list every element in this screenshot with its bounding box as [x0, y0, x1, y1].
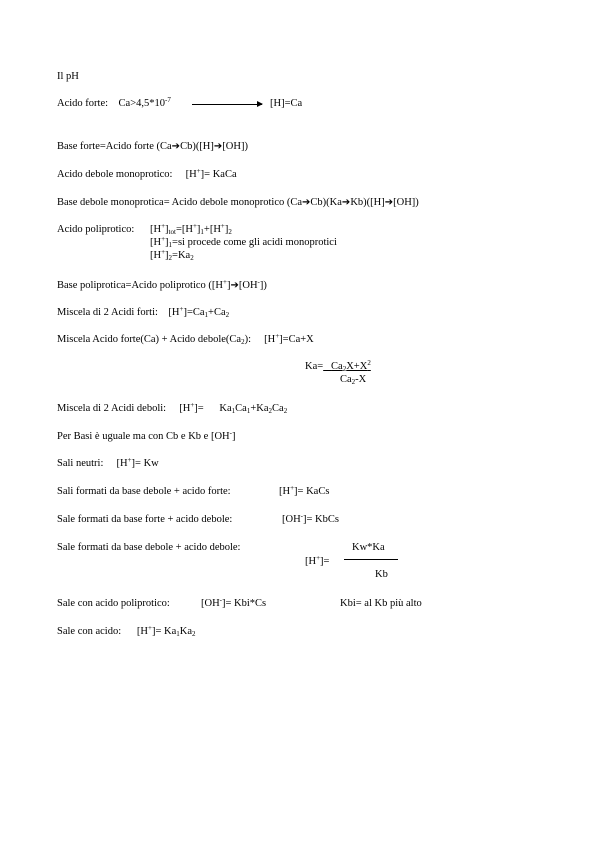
sale-acido-line: Sale con acido: $[H^+]= Ka_1Ka_2$: [57, 624, 196, 638]
base-debole-mono-line: Base debole monoprotica= Acido debole monoprotico (Ca➔Cb)(Ka➔Kb)([H]➔[OH]): [57, 197, 419, 208]
acido-forte-result: [H]=Ca: [270, 98, 303, 109]
sali-bd-af-label: Sali formati da base debole + acido forte:: [57, 486, 231, 497]
arrow-right-icon: ➔: [230, 280, 239, 291]
sale-bf-ad-label: Sale formati da base forte + acido debole:: [57, 514, 233, 525]
page-title: Il pH: [57, 71, 79, 82]
miscela-deboli-line: Miscela di 2 Acidi deboli: [H+]= $Ka_1Ca_1+Ka_2Ca_2$: [57, 401, 288, 415]
sali-neutri-line: Sali neutri: [H+]= Kw: [57, 456, 159, 469]
acido-poli-line-2: $[H^+]_1=si$ procede come gli acidi monoprotici: [150, 235, 337, 249]
sale-bd-ad-lhs: [H+]=: [305, 554, 330, 567]
acido-poli-line-3: $[H^+]_2=Ka_2$: [150, 248, 194, 262]
sale-bd-ad-numerator: Kw*Ka: [352, 542, 385, 553]
arrow-right-icon: ➔: [171, 141, 181, 152]
sali-bd-af-formula: [H+]= KaCs: [279, 484, 330, 497]
miscela-forti-line: Miscela di 2 Acidi forti: $[H^+]=Ca_1+Ca_2$: [57, 305, 230, 319]
base-poli-line: Base poliprotica=Acido poliprotico ([H+]➔[OH-]): [57, 278, 267, 291]
sale-poli-label: Sale con acido poliprotico:: [57, 598, 170, 609]
miscela-forte-debole-line: Miscela Acido forte(Ca) + Acido $debole(Ca_2)$: [H+]=Ca+X: [57, 332, 314, 346]
sale-bf-ad-formula: [OH-]= KbCs: [282, 512, 339, 525]
sale-bd-ad-label: Sale formati da base debole + acido debole:: [57, 542, 241, 553]
acido-forte-line: Acido forte: $Ca>4,5*10^{-7}$: [57, 96, 171, 109]
sale-poli-note: Kbi= al Kb più alto: [340, 598, 422, 609]
sale-poli-formula: [OH-]= Kbi*Cs: [201, 596, 267, 609]
long-arrow-icon: [192, 104, 262, 105]
acido-poli-line-1: $[H^+]_{tot}=[H^+]_1+[H^+]_2$: [150, 222, 232, 236]
ka-equation-numerator: Ka= $Ca_2X+X^2$: [305, 359, 371, 373]
arrow-right-icon: ➔: [384, 197, 394, 208]
acido-poli-label: Acido poliprotico:: [57, 224, 135, 235]
arrow-right-icon: ➔: [213, 141, 223, 152]
acido-debole-mono-line: Acido debole monoprotico: [H+]= KaCa: [57, 167, 237, 180]
ka-equation-denominator: $Ca_2-X$: [340, 374, 367, 386]
base-forte-line: Base forte=Acido forte (Ca➔Cb)([H]➔[OH]): [57, 141, 248, 152]
fraction-bar: [344, 559, 398, 560]
arrow-right-icon: ➔: [302, 197, 311, 208]
arrow-right-icon: ➔: [341, 197, 351, 208]
basi-note-line: Per Basi è uguale ma con Cb e Kb e [OH-]: [57, 429, 236, 442]
sale-bd-ad-denominator: Kb: [375, 569, 388, 580]
